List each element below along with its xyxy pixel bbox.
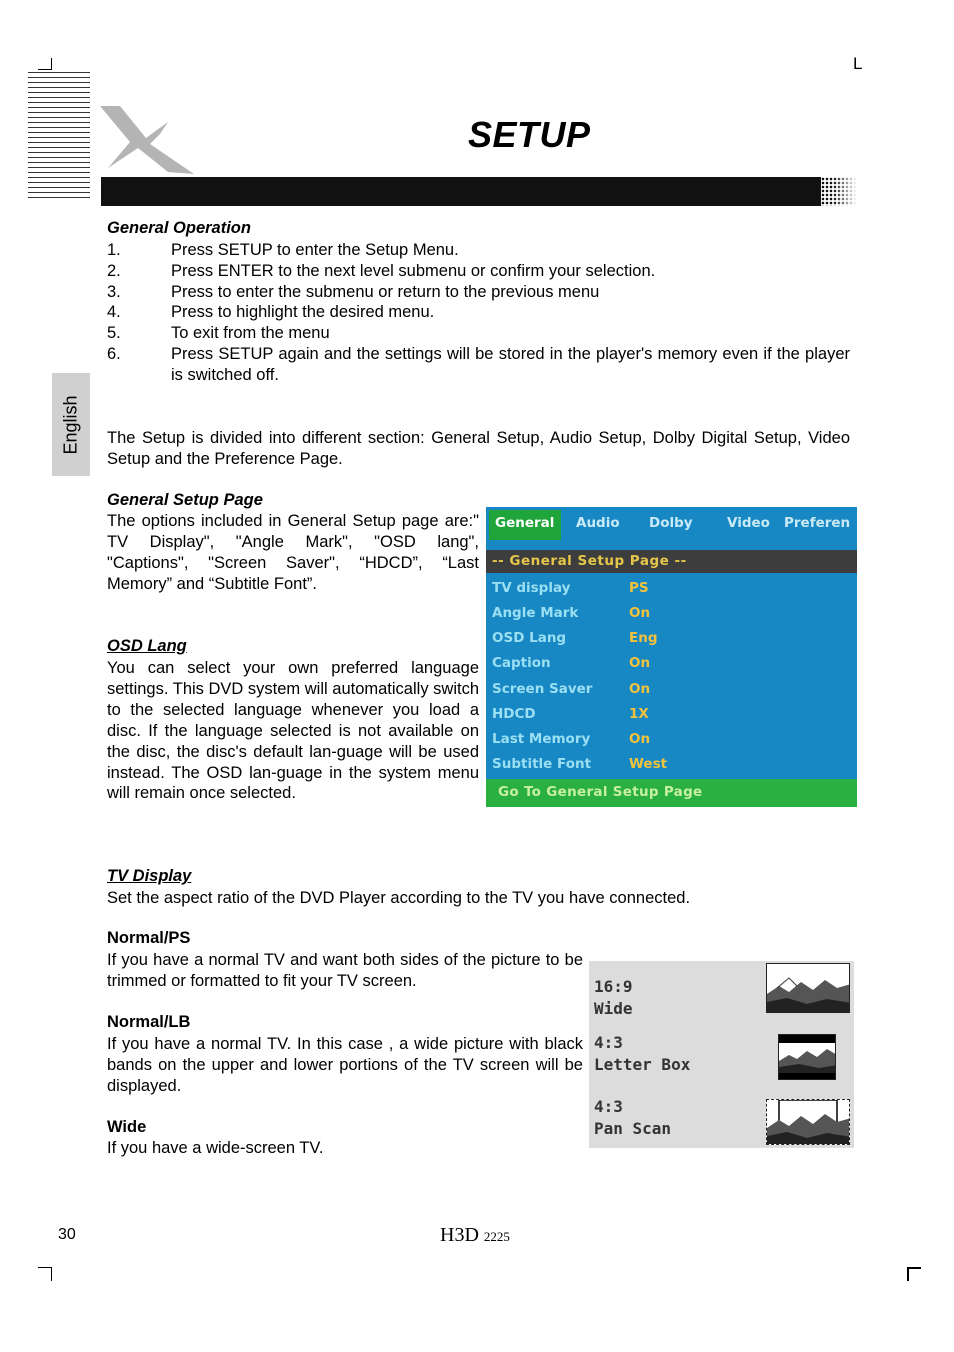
list-item-number: 2.: [107, 261, 121, 280]
header-bar: [101, 177, 821, 206]
page-title: SETUP: [468, 114, 591, 155]
list-item-number: 5.: [107, 324, 121, 343]
setup-intro-paragraph: The Setup is divided into different section: General Setup, Audio Setup, Dolby Digital Setup, Video Setup and the Preference Page.: [107, 429, 850, 468]
general-operation-heading: General Operation: [107, 219, 251, 237]
menu-item-value: West: [629, 756, 668, 772]
osd-lang-paragraph: You can select your own preferred language settings. This DVD system will automatically switch to the selected language whenever you load a disc. If the language selected is not available on the disc, the disc's default lan-guage will be used instead. The OSD lan-guage in the system menu will remain once selected.: [107, 659, 479, 803]
menu-item-value: PS: [629, 580, 649, 596]
general-operation-list: [107, 240, 850, 386]
menu-footer: Go To General Setup Page: [486, 779, 857, 807]
crop-mark-top-right: L: [853, 54, 863, 73]
menu-item-value: 1X: [629, 706, 649, 722]
tab-preferences: Preferen: [784, 515, 851, 531]
normal-ps-heading: Normal/PS: [107, 929, 191, 947]
list-item: [107, 282, 850, 303]
normal-lb-heading: Normal/LB: [107, 1013, 191, 1031]
general-setup-heading: General Setup Page: [107, 491, 263, 509]
list-item-text: Press to enter the submenu or return to the previous menu: [171, 282, 600, 301]
menu-item-label: Last Memory: [492, 731, 591, 747]
list-item: [107, 302, 850, 323]
aspect-label-ratio: 4:3: [594, 1097, 623, 1116]
list-item: [107, 261, 850, 282]
panscan-landscape-icon: [766, 1099, 850, 1145]
list-item-text: Press SETUP to enter the Setup Menu.: [171, 241, 459, 259]
crop-mark-bottom-left: [38, 1267, 52, 1281]
tab-general: General: [489, 510, 561, 540]
list-item-number: 3.: [107, 282, 121, 301]
aspect-label-name: Letter Box: [594, 1055, 691, 1074]
menu-item-label: HDCD: [492, 706, 536, 722]
menu-subheading: -- General Setup Page --: [486, 550, 857, 573]
list-item: [107, 323, 850, 344]
list-item-number: 1.: [107, 241, 121, 259]
aspect-label-ratio: 4:3: [594, 1033, 623, 1052]
menu-item-value: On: [629, 655, 651, 671]
menu-item-value: On: [629, 681, 651, 697]
list-item-text: Press SETUP again and the settings will be stored in the player's memory even if the player is switched off.: [171, 344, 850, 384]
menu-item-value: On: [629, 605, 651, 621]
menu-item-label: Subtitle Font: [492, 756, 592, 772]
list-item: [107, 240, 850, 261]
menu-item-label: OSD Lang: [492, 630, 567, 646]
tab-dolby: Dolby: [649, 515, 693, 531]
list-item-number: 6.: [107, 344, 121, 363]
widescreen-landscape-icon: [766, 963, 850, 1013]
language-side-tab: [52, 373, 90, 476]
wide-paragraph: If you have a wide-screen TV.: [107, 1139, 324, 1157]
menu-item-label: Caption: [492, 655, 551, 671]
tv-display-heading: TV Display: [107, 867, 192, 885]
menu-item-label: Screen Saver: [492, 681, 593, 697]
model-brand: H3D: [440, 1224, 479, 1246]
list-item-text: Press to highlight the desired menu.: [171, 303, 435, 322]
general-setup-paragraph: The options included in General Setup page are:" TV Display", "Angle Mark", "OSD lang", "Captions", "Screen Saver", “HDCD”, “Last Memory” and “Subtitle Font”.: [107, 512, 479, 593]
normal-lb-paragraph: If you have a normal TV. In this case , a wide picture with black bands on the upper and lower portions of the TV screen will be displayed.: [107, 1035, 583, 1095]
crop-mark-top-left: [38, 58, 52, 70]
menu-item-label: TV display: [492, 580, 571, 596]
menu-item-value: Eng: [629, 630, 658, 646]
menu-tabs: [486, 507, 857, 543]
list-item-text: Press ENTER to the next level submenu or confirm your selection.: [171, 261, 656, 280]
list-item-text: To exit from the menu: [171, 324, 330, 343]
menu-item-value: On: [629, 731, 651, 747]
list-item: [107, 344, 850, 386]
crop-mark-bottom-right: [907, 1267, 921, 1281]
tv-display-paragraph: Set the aspect ratio of the DVD Player according to the TV you have connected.: [107, 889, 691, 907]
model-logo: [440, 1224, 510, 1247]
header-bar-dots: [817, 177, 857, 206]
model-number: 2225: [483, 1229, 510, 1244]
aspect-label-name: Pan Scan: [594, 1119, 672, 1138]
tab-audio: Audio: [576, 515, 620, 531]
menu-item-label: Angle Mark: [492, 605, 579, 621]
normal-ps-paragraph: If you have a normal TV and want both sides of the picture to be trimmed or formatted to fit your TV screen.: [107, 951, 583, 990]
osd-lang-heading: OSD Lang: [107, 637, 187, 655]
tab-video: Video: [727, 515, 770, 531]
aspect-label-ratio: 16:9: [594, 977, 633, 996]
brand-x-logo-icon: [98, 104, 198, 178]
list-item-number: 4.: [107, 303, 121, 322]
decorative-stripes: [28, 72, 90, 198]
general-setup-menu-screenshot: [486, 507, 857, 807]
language-side-tab-label: English: [60, 394, 81, 455]
page-number: 30: [58, 1226, 76, 1243]
aspect-label-name: Wide: [594, 999, 633, 1018]
wide-heading: Wide: [107, 1118, 147, 1136]
aspect-ratio-illustration: [589, 961, 854, 1148]
letterbox-landscape-icon: [778, 1034, 836, 1080]
